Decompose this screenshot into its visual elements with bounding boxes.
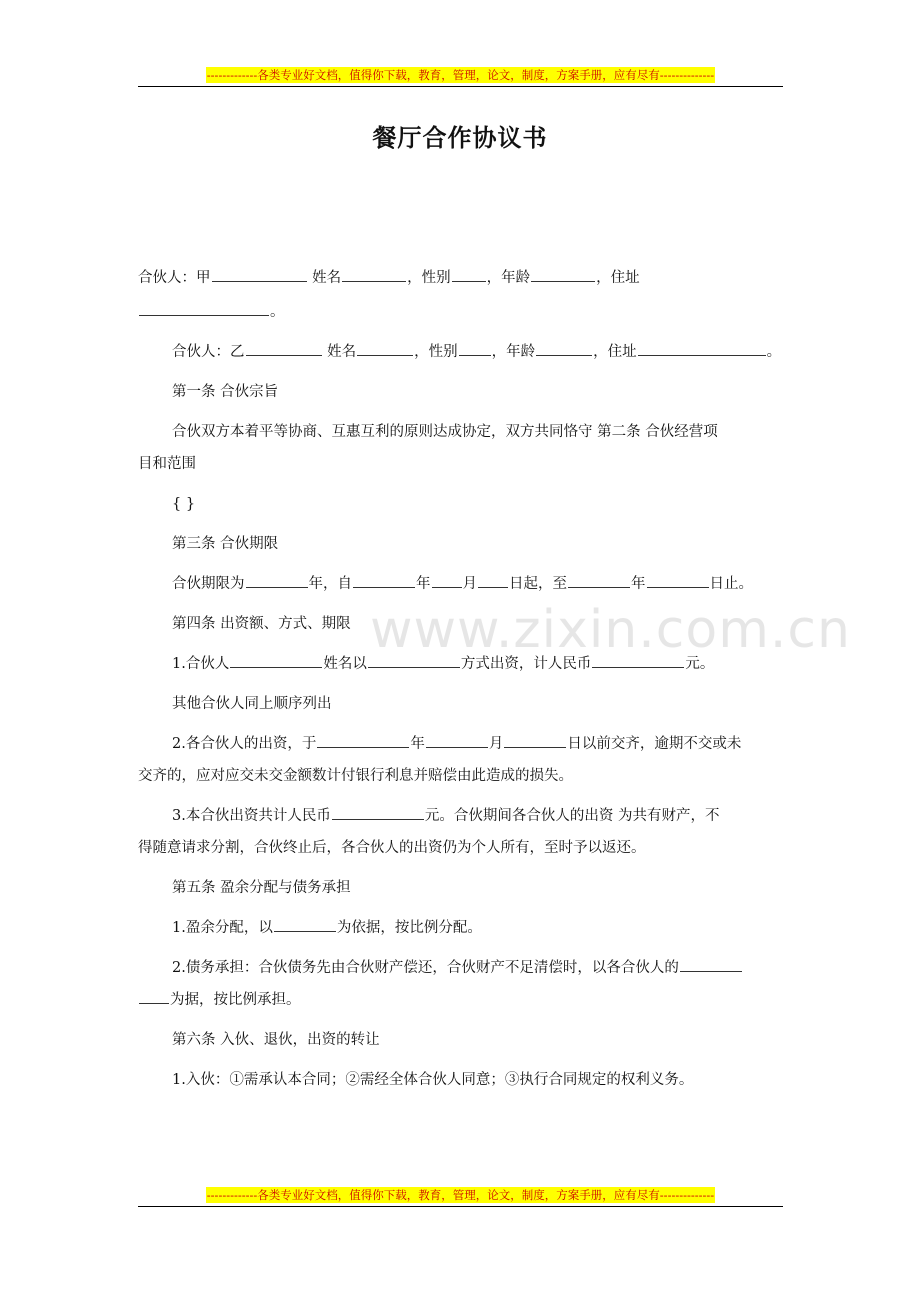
document-body	[138, 262, 788, 1096]
blank	[536, 340, 592, 356]
party-a-label: 合伙人：甲	[138, 270, 211, 286]
item-text: 元。	[685, 656, 715, 672]
footer-banner-text: -------------各类专业好文档，值得你下载，教育，管理，论文，制度，方案手册，应有尽有--------------	[206, 1188, 715, 1202]
party-a-address-line	[138, 296, 788, 328]
article-4-item-3-cont: 得随意请求分割，合伙终止后，各合伙人的出资仍为个人所有，至时予以返还。	[138, 840, 646, 856]
blank	[452, 266, 486, 282]
gender-label: ，性别	[414, 344, 458, 360]
blank	[139, 300, 269, 316]
article-6-item-1: 1.入伙：①需承认本合同；②需经全体合伙人同意；③执行合同规定的权利义务。	[172, 1072, 694, 1088]
article-4-item-2	[138, 728, 788, 760]
blank	[459, 340, 491, 356]
header-banner	[138, 63, 783, 87]
gender-label: ，性别	[407, 270, 451, 286]
article-5-item-2	[138, 952, 788, 984]
party-a-line	[138, 262, 788, 294]
blank	[332, 804, 424, 820]
blank	[568, 572, 630, 588]
item-text: 1.盈余分配，以	[172, 920, 273, 936]
item-text: 日以前交齐，逾期不交或未	[567, 736, 742, 752]
blank	[274, 916, 336, 932]
item-text: 2.债务承担：合伙债务先由合伙财产偿还，合伙财产不足清偿时，以各合伙人的	[172, 960, 679, 976]
age-label: ，年龄	[486, 270, 531, 286]
blank	[647, 572, 709, 588]
blank	[638, 340, 766, 356]
blank	[246, 572, 308, 588]
term-text: 日止。	[709, 576, 753, 592]
period: 。	[270, 304, 285, 320]
item-text: 为据，按比例承担。	[170, 992, 301, 1008]
term-text: 年，自	[308, 576, 352, 592]
article-2-placeholder: { }	[172, 496, 196, 512]
year-label: 年	[416, 576, 431, 592]
blank	[531, 266, 595, 282]
header-banner-text: -------------各类专业好文档，值得你下载，教育，管理，论文，制度，方案手册，应有尽有--------------	[206, 68, 715, 82]
blank	[426, 732, 488, 748]
item-text: 元。合伙期间各合伙人的出资 为共有财产，不	[424, 808, 720, 824]
item-text: 为依据，按比例分配。	[336, 920, 482, 936]
blank	[592, 652, 684, 668]
document-title: 餐厅合作协议书	[372, 124, 548, 152]
blank	[680, 956, 742, 972]
article-4-item-3	[138, 800, 788, 832]
month-label: 月	[462, 576, 477, 592]
item-text: 2.各合伙人的出资，于	[172, 736, 317, 752]
blank	[504, 732, 566, 748]
address-label: ，住址	[593, 344, 637, 360]
article-4-note: 其他合伙人同上顺序列出	[172, 696, 332, 712]
blank	[478, 572, 508, 588]
article-1-heading: 第一条 合伙宗旨	[172, 384, 279, 400]
item-text: 方式出资，计人民币	[460, 656, 592, 672]
item-text: 姓名以	[323, 656, 367, 672]
article-1-body: 合伙双方本着平等协商、互惠互利的原则达成协定，双方共同恪守 第二条 合伙经营项	[172, 424, 718, 440]
article-4-heading: 第四条 出资额、方式、期限	[172, 616, 351, 632]
age-label: ，年龄	[491, 344, 536, 360]
blank	[139, 988, 169, 1004]
blank	[317, 732, 409, 748]
blank	[368, 652, 460, 668]
article-4-item-2-cont: 交齐的，应对应交未交金额数计付银行利息并赔偿由此造成的损失。	[138, 768, 573, 784]
term-text: 日起，至	[509, 576, 567, 592]
article-4-item-1	[138, 648, 788, 680]
article-3-heading: 第三条 合伙期限	[172, 536, 279, 552]
address-label: ，住址	[596, 270, 640, 286]
party-b-label: 合伙人：乙	[172, 344, 245, 360]
year-label: 年	[631, 576, 646, 592]
article-5-item-2-cont	[138, 984, 788, 1016]
blank	[230, 652, 322, 668]
item-text: 1.合伙人	[172, 656, 230, 672]
blank	[357, 340, 413, 356]
blank	[353, 572, 415, 588]
article-5-item-1	[138, 912, 788, 944]
article-6-heading: 第六条 入伙、退伙，出资的转让	[172, 1032, 380, 1048]
blank	[246, 340, 322, 356]
blank	[432, 572, 462, 588]
item-text: 3.本合伙出资共计人民币	[172, 808, 331, 824]
month-label: 月	[488, 736, 504, 752]
year-label: 年	[410, 736, 425, 752]
name-label: 姓名	[322, 344, 357, 360]
term-line	[138, 568, 788, 600]
blank	[342, 266, 406, 282]
article-5-heading: 第五条 盈余分配与债务承担	[172, 880, 351, 896]
footer-banner	[138, 1183, 783, 1207]
article-1-body-cont: 目和范围	[138, 456, 196, 472]
period: 。	[766, 344, 782, 360]
term-label: 合伙期限为	[172, 576, 245, 592]
watermark: www.zixin.com.cn	[370, 600, 851, 660]
blank	[212, 266, 307, 282]
name-label: 姓名	[307, 270, 342, 286]
party-b-line	[138, 336, 788, 368]
